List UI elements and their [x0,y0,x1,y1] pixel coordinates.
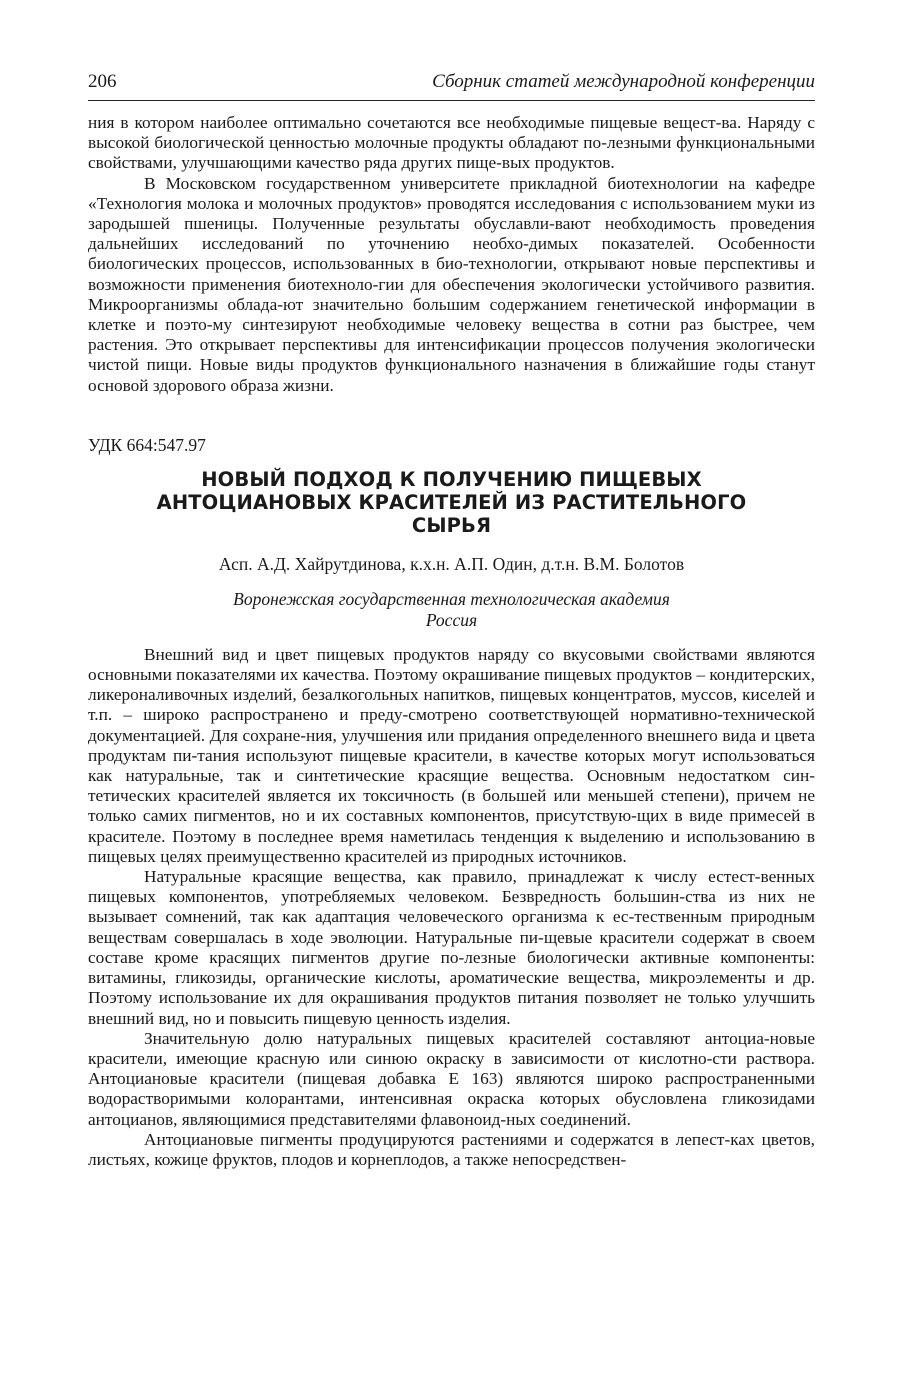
affiliation-institution: Воронежская государственная технологическая академия [233,588,670,609]
affiliation-country: Россия [425,609,478,630]
body-paragraph: Антоциановые пигменты продуцируются растениями и содержатся в лепест-ках цветов, листьях, кожице фруктов, плодов и корнеплодов, а также непосредствен- [88,1129,815,1169]
body-paragraph: Натуральные красящие вещества, как правило, принадлежат к числу естест-венных пищевых компонентов, употребляемых человеком. Безвредность большин-ства из них не вызывает сомнений, так как адаптация человеческого организма к ес-тественным природным веществам совершалась в ходе эволюции. Натуральные пи-щевые красители содержат в своем составе кроме красящих пигментов другие по-лезные биологически активные компоненты: витамины, гликозиды, органические кислоты, ароматические вещества, микроэлементы и др. Поэтому использование их для окрашивания продуктов питания позволяет не только улучшить внешний вид, но и повысить пищевую ценность изделия. [88,867,815,1028]
intro-paragraph-continued: ния в котором наиболее оптимально сочетаются все необходимые пищевые вещест-ва. Наряду с высокой биологической ценностью молочные продукты обладают по-лезными функциональными свойствами, улучшающими качество ряда других пище-вых продуктов. [88,113,815,173]
page [88,70,815,1170]
page-number: 206 [88,71,117,92]
udc-code: УДК 664:547.97 [88,434,206,455]
intro-paragraph: В Московском государственном университете прикладной биотехнологии на кафедре «Технология молока и молочных продуктов» проводятся исследования с использованием муки из зародышей пшеницы. Полученные результаты обуславли-вают необходимость проведения дальнейших исследований по уточнению необхо-димых показателей. Особенности биологических процессов, использованных в био-технологии, открывают новые перспективы и возможности применения биотехноло-гии для обеспечения экологически устойчивого развития. Микроорганизмы облада-ют значительно большим содержанием генетической информации в клетке и поэто-му синтезируют необходимые человеку вещества в сотни раз быстрее, чем растения. Это открывает перспективы для интенсификации процессов получения экологически чистой пищи. Новые виды продуктов функционального назначения в ближайшие годы станут основой здорового образа жизни. [88,173,815,395]
collection-title: Сборник статей международной конференции [432,71,815,92]
body-paragraph: Значительную долю натуральных пищевых красителей составляют антоциа-новые красители, имеющие красную или синюю окраску в зависимости от кислотно-сти раствора. Антоциановые красители (пищевая добавка Е 163) являются широко распространенными водорастворимыми колорантами, интенсивная окраска которых обусловлена гликозидами антоцианов, являющимися представителями флавоноид-ных соединений. [88,1028,815,1129]
running-header [88,70,815,101]
body-paragraph: Внешний вид и цвет пищевых продуктов наряду со вкусовыми свойствами являются основными показателями их качества. Поэтому окрашивание пищевых продуктов – кондитерских, ликероналивочных изделий, безалкогольных напитков, пищевых концентратов, муссов, киселей и т.п. – широко распространено и преду-смотрено соответствующей нормативно-технической документацией. Для сохране-ния, улучшения или придания определенного внешнего вида и цвета продуктам пи-тания используют пищевые красители, в качестве которых могут использоваться как натуральные, так и синтетические красящие вещества. Основным недостатком син-тетических красителей является их токсичность (в большей или меньшей степени), причем не только самих пигментов, но и их составных компонентов, присутствую-щих в виде примесей в красителе. Поэтому в последнее время наметилась тенденция к выделению и использованию в пищевых целях преимущественно красителей из природных источников. [88,644,815,866]
article-body [88,645,815,1170]
authors: Асп. А.Д. Хайрутдинова, к.х.н. А.П. Один, д.т.н. В.М. Болотов [218,553,685,574]
article-title-line: АНТОЦИАНОВЫХ КРАСИТЕЛЕЙ ИЗ РАСТИТЕЛЬНОГО [156,490,747,514]
article-title [88,468,815,537]
affiliation [88,589,815,631]
article-title-line: НОВЫЙ ПОДХОД К ПОЛУЧЕНИЮ ПИЩЕВЫХ [201,467,702,491]
article-title-line: СЫРЬЯ [411,513,492,537]
